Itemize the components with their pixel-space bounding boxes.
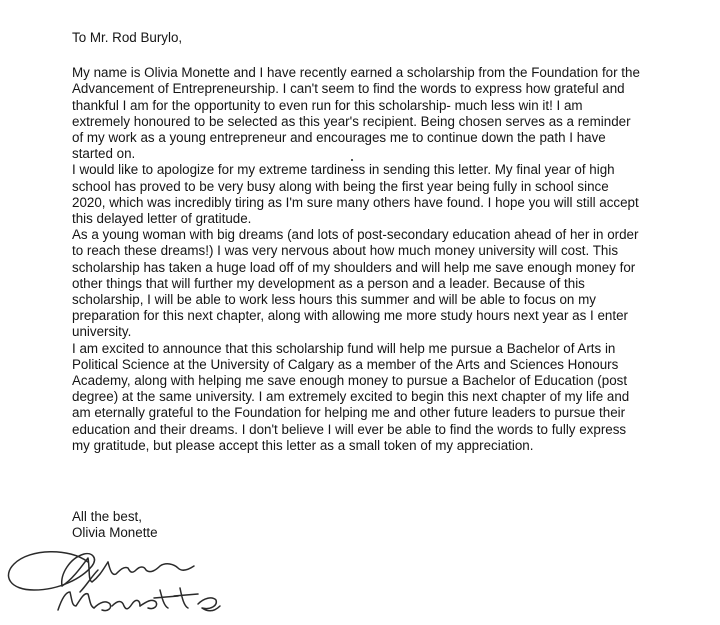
letter-body: [72, 30, 712, 454]
paragraph-announcement: I am excited to announce that this scholarship fund will help me pursue a Bachelor of Arts in Political Science at the University of Calgary as a member of the Arts and Sciences Honours Academy, along with helping me save enough money to pursue a Bachelor of Education (post degree) at the same university. I am extremely excited to begin this next chapter of my life and am eternally grateful to the Foundation for helping me and other future leaders to pursue their education and their dreams. I don't believe I will ever be able to find the words to fully express my gratitude, but please accept this letter as a small token of my appreciation.: [72, 340, 630, 453]
sender-name: Olivia Monette: [72, 525, 158, 541]
closing-phrase: All the best,: [72, 509, 142, 524]
letter-closing: [72, 509, 158, 541]
paragraph-apology: I would like to apologize for my extreme tardiness in sending this letter. My final year of high school has proved to be very busy along with being the first year being fully in school since 2020, which was incredibly tiring as I'm sure many others have found. I hope you will still accept this delayed letter of gratitude.: [72, 162, 639, 227]
paragraph-dreams: As a young woman with big dreams (and lots of post-secondary education ahead of her in order to reach these dreams!) I was very nervous about how much money university will cost. This scholarship has taken a huge load off of my shoulders and will help me save enough money for other things that will further my development as a person and a leader. Because of this scholarship, I will be able to work less hours this summer and will be able to focus on my preparation for this next chapter, along with allowing me more study hours next year as I enter university.: [72, 227, 639, 340]
handwritten-signature: [0, 540, 300, 625]
stray-ink-dot: [351, 159, 353, 161]
paragraph-scholarship-thanks: My name is Olivia Monette and I have recently earned a scholarship from the Foundation for the Advancement of Entrepreneurship. I can't seem to find the words to express how grateful and thankful I am for the opportunity to even run for this scholarship- much less win it! I am extremely honoured to be selected as this year's recipient. Being chosen serves as a reminder of my work as a young entrepreneur and encourages me to continue down the path I have started on.: [72, 65, 640, 162]
letter-greeting: To Mr. Rod Burylo,: [72, 30, 183, 45]
